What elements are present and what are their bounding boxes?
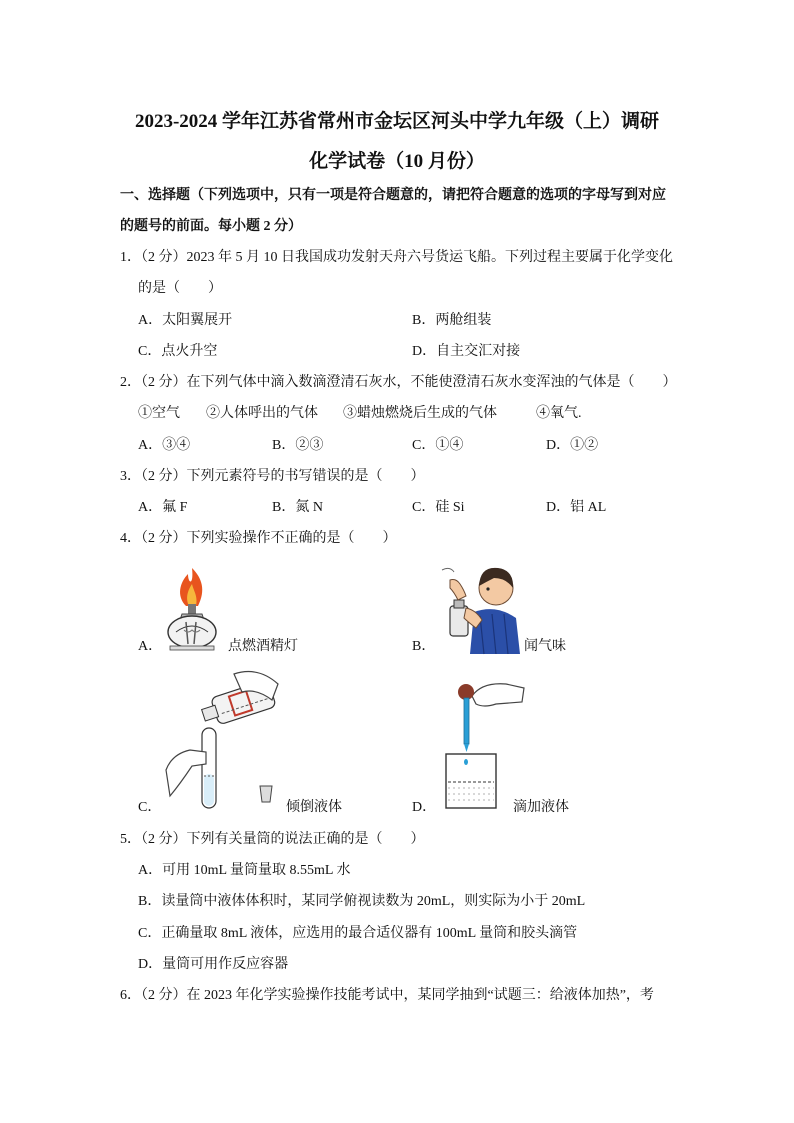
pouring-liquid-figure	[162, 666, 292, 814]
dropper-bulb-icon	[458, 684, 474, 700]
question-3-option-b: B．氮 N	[272, 500, 323, 515]
question-2-option-a: A．③④	[138, 438, 191, 453]
question-5-option-c: C．正确量取 8mL 液体，应选用的最合适仪器有 100mL 量筒和胶头滴管	[138, 926, 578, 941]
stopper-icon	[260, 786, 272, 802]
question-2-item-1: ①空气	[138, 406, 180, 421]
question-4-caption-a: 点燃酒精灯	[228, 639, 298, 654]
alcohol-lamp-figure	[158, 560, 228, 652]
dropping-liquid-figure	[436, 678, 526, 814]
question-4-option-c: C．	[138, 800, 162, 815]
question-1-option-b: B．两舱组装	[412, 313, 492, 328]
question-4-caption-c: 倾倒液体	[286, 800, 342, 815]
question-2-option-d: D．①②	[546, 438, 599, 453]
question-5-option-a: A．可用 10mL 量筒量取 8.55mL 水	[138, 863, 351, 878]
hand-icon	[166, 750, 206, 796]
hand-icon	[472, 684, 524, 706]
question-1-stem: 1．（2 分）2023 年 5 月 10 日我国成功发射天舟六号货运飞船。下列过程主要属于化学变化	[120, 250, 673, 265]
question-1-option-c: C．点火升空	[138, 344, 218, 359]
dropper-icon	[464, 698, 469, 744]
question-3-option-a: A．氟 F	[138, 500, 188, 515]
question-1-stem-cont: 的是（ ）	[138, 281, 222, 296]
question-4-caption-d: 滴加液体	[513, 800, 569, 815]
question-5-stem: 5．（2 分）下列有关量筒的说法正确的是（ ）	[120, 832, 425, 847]
question-2-item-3: ③蜡烛燃烧后生成的气体	[343, 406, 497, 421]
question-2-item-4: ④氧气.	[536, 406, 582, 421]
question-3-option-c: C．硅 Si	[412, 500, 465, 515]
question-2-option-b: B．②③	[272, 438, 324, 453]
question-2-stem: 2．（2 分）在下列气体中滴入数滴澄清石灰水，不能使澄清石灰水变浑浊的气体是（ ）	[120, 375, 677, 390]
question-5-option-d: D．量筒可用作反应容器	[138, 957, 289, 972]
question-1-option-a: A．太阳翼展开	[138, 313, 233, 328]
question-4-stem: 4．（2 分）下列实验操作不正确的是（ ）	[120, 531, 397, 546]
question-4-option-d: D．	[412, 800, 437, 815]
question-5-option-b: B．读量筒中液体体积时，某同学俯视读数为 20mL，则实际为小于 20mL	[138, 894, 586, 909]
section-heading-cont: 的题号的前面。每小题 2 分）	[120, 219, 302, 234]
question-2-item-2: ②人体呼出的气体	[206, 406, 318, 421]
question-3-option-d: D．铝 AL	[546, 500, 607, 515]
question-3-stem: 3．（2 分）下列元素符号的书写错误的是（ ）	[120, 469, 425, 484]
smelling-figure	[436, 556, 526, 656]
section-heading: 一、选择题（下列选项中，只有一项是符合题意的，请把符合题意的选项的字母写到对应	[120, 188, 666, 203]
question-4-option-a: A．	[138, 639, 163, 654]
question-1-option-d: D．自主交汇对接	[412, 344, 521, 359]
question-4-caption-b: 闻气味	[524, 639, 566, 654]
paper-title-line1: 2023-2024 学年江苏省常州市金坛区河头中学九年级（上）调研	[134, 111, 660, 132]
question-2-option-c: C．①④	[412, 438, 464, 453]
paper-title-line2: 化学试卷（10 月份）	[309, 151, 485, 172]
question-4-option-b: B．	[412, 639, 436, 654]
question-6-stem: 6．（2 分）在 2023 年化学实验操作技能考试中，某同学抽到“试题三：给液体加热”，考	[120, 988, 654, 1003]
